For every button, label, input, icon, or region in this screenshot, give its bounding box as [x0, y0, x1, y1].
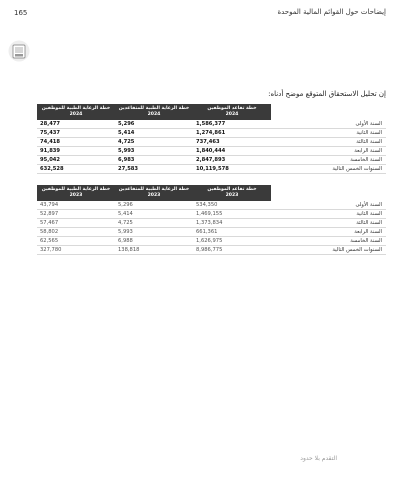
column-header: خطة الرعاية الطبية للموظفين 2023	[37, 185, 115, 201]
table-cell: 1,626,975	[193, 237, 271, 246]
table-row	[37, 246, 386, 255]
row-label: السنة الأولى	[271, 201, 386, 210]
table-cell: 75,437	[37, 129, 115, 138]
table-cell: 1,373,834	[193, 219, 271, 228]
table-cell: 5,414	[115, 129, 193, 138]
table-cell: 1,586,377	[193, 120, 271, 129]
table-cell: 5,296	[115, 120, 193, 129]
table-row	[37, 120, 386, 129]
table-cell: 2,847,893	[193, 156, 271, 165]
table-cell: 661,361	[193, 228, 271, 237]
table-row	[37, 147, 386, 156]
table-cell: 74,418	[37, 138, 115, 147]
table-row	[37, 219, 386, 228]
table-cell: 5,993	[115, 228, 193, 237]
table-cell: 737,463	[193, 138, 271, 147]
table-cell: 632,528	[37, 165, 115, 174]
row-label: السنة الرابعة	[271, 228, 386, 237]
column-header: خطة تقاعد الموظفين 2023	[193, 185, 271, 201]
table-cell: 91,839	[37, 147, 115, 156]
table-cell: 4,725	[115, 219, 193, 228]
column-header: خطة تقاعد الموظفين 2024	[193, 104, 271, 120]
table-row	[37, 210, 386, 219]
table-cell: 5,414	[115, 210, 193, 219]
maturity-table-2023	[37, 185, 386, 255]
table-row	[37, 129, 386, 138]
intro-text: إن تحليل الاستحقاق المتوقع موضح أدناه:	[268, 90, 386, 98]
table-corner	[271, 185, 386, 201]
maturity-table-2024	[37, 104, 386, 174]
page-number: 165	[14, 9, 28, 17]
column-header: خطة الرعاية الطبية للمتقاعدين 2023	[115, 185, 193, 201]
row-label: السنة الثانية	[271, 129, 386, 138]
table-cell: 43,794	[37, 201, 115, 210]
row-label: السنة الثالثة	[271, 219, 386, 228]
row-label: السنة الثالثة	[271, 138, 386, 147]
footer-tagline: التقدم بلا حدود	[300, 455, 337, 462]
table-cell: 57,467	[37, 219, 115, 228]
table-cell: 58,802	[37, 228, 115, 237]
column-header: خطة الرعاية الطبية للمتقاعدين 2024	[115, 104, 193, 120]
row-label: السنوات الخمس التالية	[271, 246, 386, 255]
column-header: خطة الرعاية الطبية للموظفين 2024	[37, 104, 115, 120]
row-label: السنة الثانية	[271, 210, 386, 219]
table-cell: 4,725	[115, 138, 193, 147]
table-cell: 27,583	[115, 165, 193, 174]
table-cell: 5,993	[115, 147, 193, 156]
table-row	[37, 138, 386, 147]
table-cell: 62,565	[37, 237, 115, 246]
table-cell: 327,780	[37, 246, 115, 255]
table-row	[37, 165, 386, 174]
table-row	[37, 201, 386, 210]
table-cell: 1,469,155	[193, 210, 271, 219]
table-cell: 138,818	[115, 246, 193, 255]
table-cell: 6,988	[115, 237, 193, 246]
row-label: السنة الخامسة	[271, 237, 386, 246]
row-label: السنوات الخمس التالية	[271, 165, 386, 174]
header-title: إيضاحات حول القوائم المالية الموحدة	[277, 8, 386, 16]
table-cell: 52,897	[37, 210, 115, 219]
table-cell: 28,477	[37, 120, 115, 129]
row-label: السنة الرابعة	[271, 147, 386, 156]
row-label: السنة الخامسة	[271, 156, 386, 165]
table-cell: 5,296	[115, 201, 193, 210]
table-corner	[271, 104, 386, 120]
row-label: السنة الأولى	[271, 120, 386, 129]
table-cell: 1,274,861	[193, 129, 271, 138]
financial-document-icon	[8, 40, 30, 62]
table-cell: 8,986,775	[193, 246, 271, 255]
table-cell: 1,840,444	[193, 147, 271, 156]
table-row	[37, 228, 386, 237]
table-cell: 6,983	[115, 156, 193, 165]
table-cell: 534,350	[193, 201, 271, 210]
table-cell: 10,119,578	[193, 165, 271, 174]
table-row	[37, 156, 386, 165]
table-cell: 95,042	[37, 156, 115, 165]
table-row	[37, 237, 386, 246]
